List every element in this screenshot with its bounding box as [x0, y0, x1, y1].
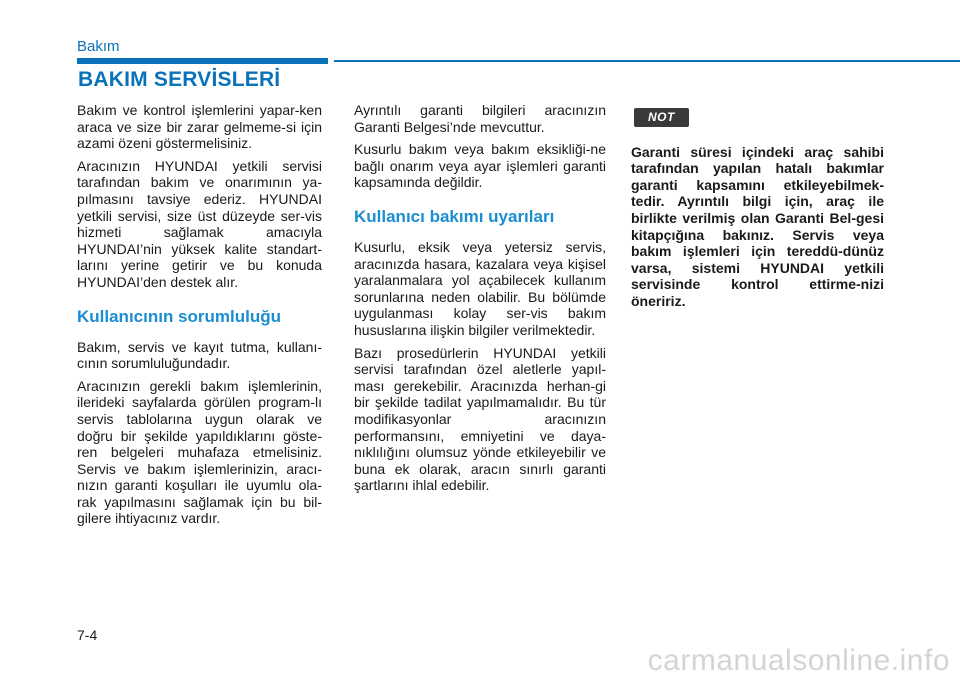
paragraph-warranty-info: Ayrıntılı garanti bilgileri aracınızın Garanti Belgesi’nde mevcuttur.	[354, 102, 606, 135]
paragraph-owner-responsibility: Bakım, servis ve kayıt tutma, kullanı-cının sorumluluğundadır.	[77, 338, 322, 372]
section-label: Bakım	[77, 38, 120, 55]
paragraph-keep-records: Aracınızın gerekli bakım işlemlerinin, ilerideki sayfalarda görülen program-lı servis tablolarına uygun olarak ve doğru bir şekilde yapıldıklarını göste-ren belgeleri muhafaza etmelisiniz. Servis ve bakım işlemlerinizin, aracı-nızın garanti koşulları ile uyumlu ola-rak yapılmasını sağlamak için bu bil-gilere ihtiyacınız vardır.	[77, 377, 322, 527]
header-rule-thin	[334, 60, 960, 62]
paragraph-dealer-recommendation: Aracınızın HYUNDAI yetkili servisi tarafından bakım ve onarımının ya-pılmasını tavsiye ederiz. HYUNDAI yetkili servisi, size üst düzeyde ser-vis hizmeti sağlamak amacıyla HYUNDAI’nin yüksek kalite standart-larını yerine getirir ve bu konuda HYUNDAI’den destek alır.	[77, 157, 322, 290]
paragraph-care-intro: Bakım ve kontrol işlemlerini yapar-ken araca ve size bir zarar gelmeme-si için azami özeni göstermelisiniz.	[77, 102, 322, 152]
heading-owner-responsibility: Kullanıcının sorumluluğu	[77, 306, 281, 326]
page-number: 7-4	[77, 627, 98, 643]
paragraph-special-tools: Bazı prosedürlerin HYUNDAI yetkili servisi tarafından özel aletlerle yapıl-ması gerekebilir. Aracınızda herhan-gi bir şekilde tadilat yapılmamalıdır. Bu tür modifikasyonlar aracınızın performansını, emniyetini ve daya-nıklılığını olumsuz yönde etkileyebilir ve buna ek olarak, aracın sınırlı garanti şartlarını ihlal edebilir.	[354, 344, 606, 494]
column-right-note	[631, 108, 884, 310]
note-text: Garanti süresi içindeki araç sahibi tarafından yapılan hatalı bakımlar garanti kapsamını etkileyebilmek-tedir. Ayrıntılı bilgi için, araç ile birlikte verilmiş olan Garanti Bel-gesi kitapçığına bakınız. Servis veya bakım işlemleri için tereddü-dünüz varsa, sistemi HYUNDAI yetkili servisinde kontrol ettirme-nizi öneririz.	[631, 143, 884, 309]
paragraph-improper-service: Kusurlu, eksik veya yetersiz servis, aracınızda hasara, kazalara veya kişisel yaralanmalara yol açabilecek kullanım sorunlarına neden olabilir. Bu bölümde uygulanması kolay ser-vis bakım hususlarına ilişkin bilgiler verilmektedir.	[354, 238, 606, 338]
page-title: BAKIM SERVİSLERİ	[78, 68, 281, 91]
watermark: carmanualsonline.info	[647, 644, 950, 677]
note-badge: NOT	[634, 108, 689, 127]
column-middle	[354, 102, 606, 500]
header-rule-thick	[77, 58, 328, 64]
paragraph-warranty-exclusion: Kusurlu bakım veya bakım eksikliği-ne bağlı onarım veya ayar işlemleri garanti kapsamında değildir.	[354, 141, 606, 191]
column-left	[77, 102, 322, 533]
heading-owner-maintenance-warnings: Kullanıcı bakımı uyarıları	[354, 206, 555, 226]
